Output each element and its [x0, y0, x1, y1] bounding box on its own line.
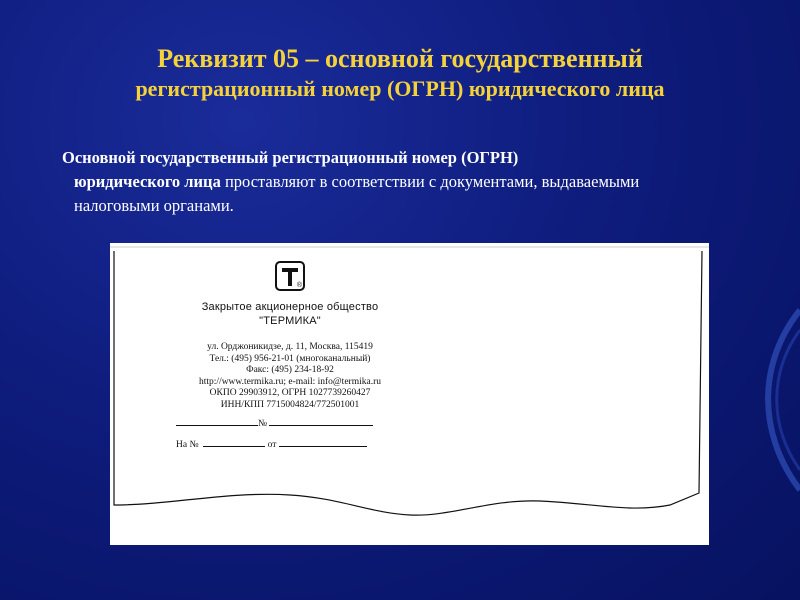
body-paragraph [62, 146, 752, 218]
reply-to-line [176, 436, 367, 450]
title-line-2: регистрационный номер (ОГРН) юридического лица [135, 76, 665, 101]
body-rest-2: проставляют в соответствии с документами, выдаваемыми [220, 172, 640, 191]
company-line-2: "ТЕРМИКА" [259, 315, 321, 327]
reply-prefix: На № [176, 440, 199, 450]
inn-kpp: ИНН/КПП 7715004824/772501001 [220, 399, 360, 410]
outgoing-number-line [176, 415, 373, 429]
company-contacts [170, 342, 410, 412]
okpo-ogrn: ОКПО 29903912, ОГРН 1027739260427 [209, 388, 371, 399]
body-bold-1: Основной государственный регистрационный номер (ОГРН) [62, 148, 519, 167]
date-from: от [267, 440, 277, 450]
slide-title [0, 44, 800, 104]
body-line-3: налоговыми органами. [74, 196, 234, 215]
termika-logo-icon: ® [275, 261, 305, 291]
company-name [170, 300, 410, 328]
address: ул. Орджоникидзе, д. 11, Москва, 115419 [207, 342, 373, 352]
fax: Факс: (495) 234-18-92 [246, 365, 334, 376]
phone: Тел.: (495) 956-21-01 (многоканальный) [209, 353, 371, 364]
web-email: http://www.termika.ru; e-mail: info@termika.ru [199, 376, 381, 387]
decorative-swoosh [730, 300, 800, 500]
company-line-1: Закрытое акционерное общество [201, 301, 379, 313]
number-sign: № [258, 419, 268, 429]
body-bold-2: юридического лица [74, 172, 221, 191]
title-line-1: Реквизит 05 – основной государственный [157, 44, 643, 73]
letterhead-image [110, 243, 709, 545]
body-line-2 [62, 170, 752, 194]
letterhead-block [170, 261, 410, 412]
body-line-1 [62, 146, 752, 170]
